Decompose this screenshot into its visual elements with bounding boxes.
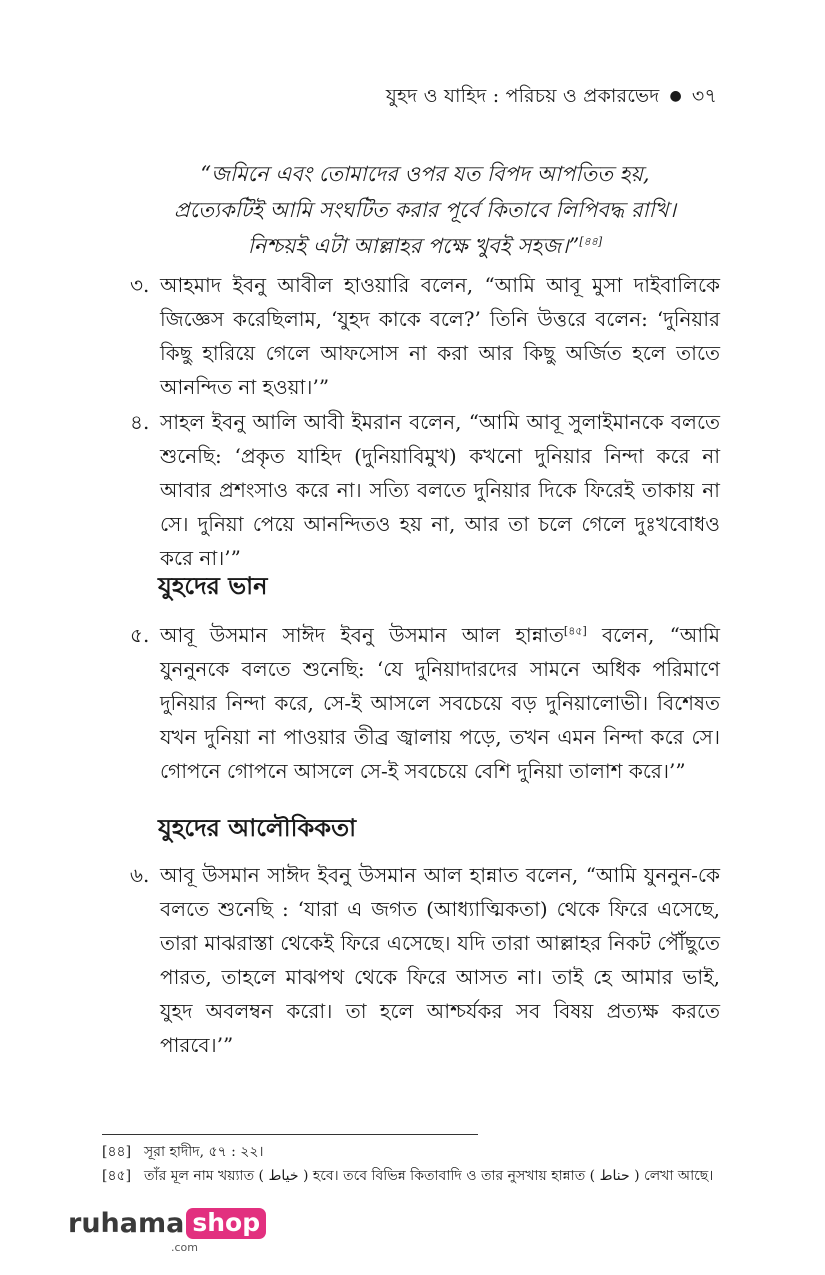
footnote xyxy=(102,1142,722,1162)
narration-number: ৫. xyxy=(130,623,150,647)
narration-number: ৩. xyxy=(130,273,150,297)
narration-number: ৬. xyxy=(130,863,150,887)
narration-item xyxy=(130,858,720,1062)
narration-item xyxy=(130,268,720,404)
narration-footnote-ref: [৪৫] xyxy=(563,624,587,638)
footnote-text: তাঁর মূল নাম খয়্যাত ( خياط ) হবে। তবে বিভিন্ন কিতাবাদি ও তার নুসখায় হান্নাত ( حناط ) লেখা আছে। xyxy=(144,1168,714,1184)
narration-text: সাহল ইবনু আলি আবী ইমরান বলেন, “আমি আবূ সুলাইমানকে বলতে শুনেছি: ‘প্রকৃত যাহিদ (দুনিয়াবিমুখ) কখনো দুনিয়ার নিন্দা করে না আবার প্রশংসাও করে না। সত্যি বলতে দুনিয়ার দিকে ফিরেই তাকায় না সে। দুনিয়া পেয়ে আনন্দিতও হয় না, আর তা চলে গেলে দুঃখবোধও করে না।’” xyxy=(160,410,720,570)
quran-quote xyxy=(158,156,692,264)
quote-footnote-ref: [৪৪] xyxy=(579,235,603,248)
logo-text-domain: .com xyxy=(171,1241,198,1254)
ruhama-shop-logo xyxy=(68,1208,266,1254)
narration-text: আহমাদ ইবনু আবীল হাওয়ারি বলেন, “আমি আবূ মুসা দাইবালিকে জিজ্ঞেস করেছিলাম, ‘যুহদ কাকে বলে?’ তিনি উত্তরে বলেন: ‘দুনিয়ার কিছু হারিয়ে গেলে আফসোস না করা আর কিছু অর্জিত হলে তাতে আনন্দিত না হওয়া।’” xyxy=(160,273,720,399)
quote-text: “জমিনে এবং তোমাদের ওপর যত বিপদ আপতিত হয়, প্রত্যেকটিই আমি সংঘটিত করার পূর্বে কিতাবে লিপিবদ্ধ রাখি। নিশ্চয়ই এটা আল্লাহর পক্ষে খুবই সহজ।” xyxy=(174,162,676,258)
narration-text xyxy=(160,618,720,788)
section-heading: যুহদের আলৌকিকতা xyxy=(158,813,357,842)
narration-number: ৪. xyxy=(130,410,150,434)
narration-item xyxy=(130,618,720,788)
footnote-text: সূরা হাদীদ, ৫৭ : ২২। xyxy=(144,1144,264,1160)
bullet-separator-icon: ● xyxy=(669,88,682,104)
narration-text-before: আবূ উসমান সাঈদ ইবনু উসমান আল হান্নাত xyxy=(160,623,564,647)
footnote-divider xyxy=(102,1134,478,1135)
logo-text-ruhama: ruhama xyxy=(68,1208,185,1239)
footnote-mark: [৪৫] xyxy=(102,1168,132,1184)
narration-item xyxy=(130,405,720,575)
footnote-mark: [৪৪] xyxy=(102,1144,132,1160)
narration-text: আবূ উসমান সাঈদ ইবনু উসমান আল হান্নাত বলেন, “আমি যুননুন-কে বলতে শুনেছি : ‘যারা এ জগত (আধ্যাত্মিকতা) থেকে ফিরে এসেছে, তারা মাঝরাস্তা থেকেই ফিরে এসেছে। যদি তারা আল্লাহর নিকট পৌঁছুতে পারত, তাহলে মাঝপথ থেকে ফিরে আসত না। তাই হে আমার ভাই, যুহদ অবলম্বন করো। তা হলে আশ্চর্যকর সব বিষয় প্রত্যক্ষ করতে পারবে।’” xyxy=(160,863,720,1057)
section-heading: যুহদের ভান xyxy=(158,571,268,600)
logo-text-shop: shop xyxy=(186,1208,266,1239)
page-number: ৩৭ xyxy=(691,85,717,107)
running-header xyxy=(386,82,717,114)
narration-text-after: বলেন, “আমি যুননুনকে বলতে শুনেছি: ‘যে দুনিয়াদারদের সামনে অধিক পরিমাণে দুনিয়ার নিন্দা করে, সে-ই আসলে সবচেয়ে বড় দুনিয়ালোভী। বিশেষত যখন দুনিয়া না পাওয়ার তীব্র জ্বালায় পড়ে, তখন এমন নিন্দা করে সে। গোপনে গোপনে আসলে সে-ই সবচেয়ে বেশি দুনিয়া তালাশ করে।’” xyxy=(160,623,720,783)
running-header-title: যুহদ ও যাহিদ : পরিচয় ও প্রকারভেদ xyxy=(385,85,660,107)
footnote xyxy=(102,1166,722,1186)
